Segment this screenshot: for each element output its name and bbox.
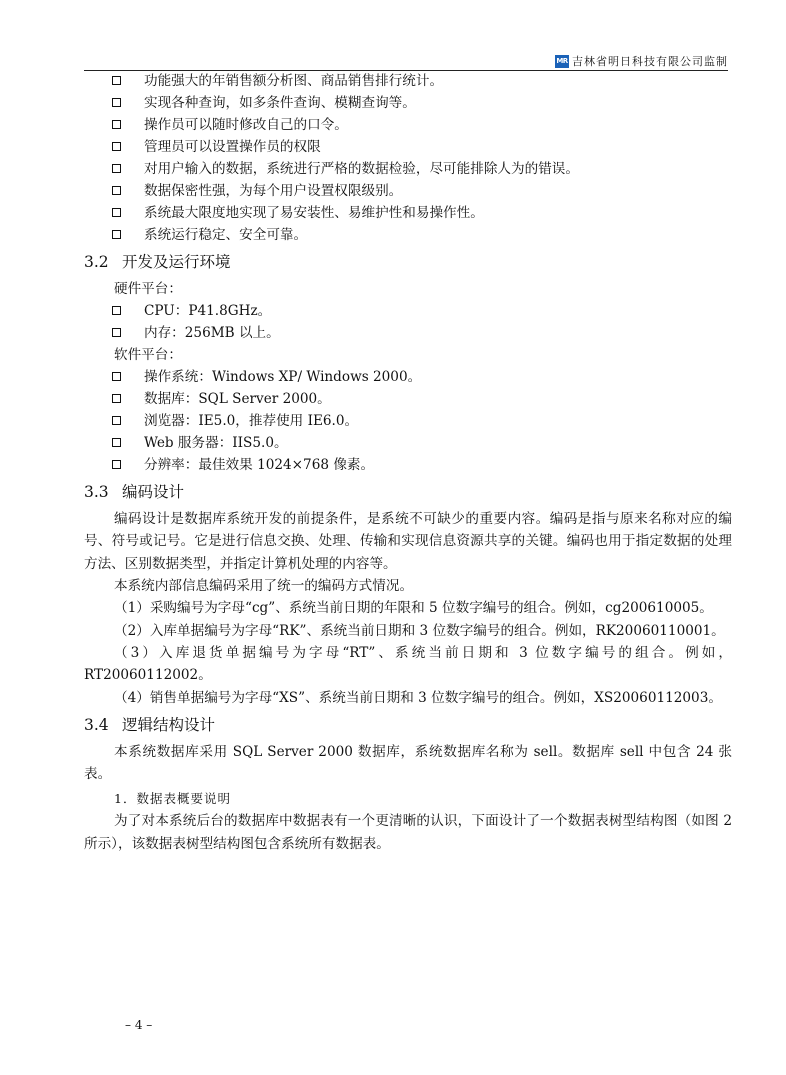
checkbox-bullet-icon	[112, 142, 121, 151]
paragraph: 本系统内部信息编码采用了统一的编码方式情况。	[114, 578, 414, 595]
checkbox-bullet-icon	[112, 164, 121, 173]
list-item: 系统运行稳定、安全可靠。	[84, 224, 732, 246]
paragraph: （3）入库退货单据编号为字母“RT”、系统当前日期和 3 位数字编号的组合。例如，RT20060112002。	[84, 644, 732, 684]
list-item: Web 服务器：IIS5.0。	[84, 432, 732, 454]
paragraph: （4）销售单据编号为字母“XS”、系统当前日期和 3 位数字编号的组合。例如，XS20060112003。	[114, 689, 722, 706]
software-label: 软件平台：	[114, 347, 182, 364]
checkbox-bullet-icon	[112, 76, 121, 85]
checkbox-bullet-icon	[112, 460, 121, 469]
checkbox-bullet-icon	[112, 372, 121, 381]
list-item: 实现各种查询，如多条件查询、模糊查询等。	[84, 92, 732, 114]
list-item: 功能强大的年销售额分析图、商品销售排行统计。	[84, 70, 732, 92]
list-item: CPU：P41.8GHz。	[84, 300, 732, 322]
software-list	[84, 366, 732, 476]
page-header	[84, 50, 728, 71]
list-item: 对用户输入的数据，系统进行严格的数据检验，尽可能排除人为的错误。	[84, 158, 732, 180]
checkbox-bullet-icon	[112, 98, 121, 107]
paragraph: （2）入库单据编号为字母“RK”、系统当前日期和 3 位数字编号的组合。例如，RK20060110001。	[114, 622, 725, 639]
publisher-brand	[555, 53, 728, 69]
section-heading-3-3: 3.3 编码设计	[84, 483, 185, 502]
paragraph: 本系统数据库采用 SQL Server 2000 数据库，系统数据库名称为 sell。数据库 sell 中包含 24 张表。	[84, 743, 732, 783]
checkbox-bullet-icon	[112, 120, 121, 129]
publisher-name: 吉林省明日科技有限公司监制	[572, 55, 728, 68]
list-item: 浏览器：IE5.0，推荐使用 IE6.0。	[84, 410, 732, 432]
checkbox-bullet-icon	[112, 230, 121, 239]
page-number: – 4 –	[125, 1018, 153, 1032]
checkbox-bullet-icon	[112, 328, 121, 337]
page-content	[84, 70, 732, 855]
subsection-heading: 1．数据表概要说明	[114, 791, 231, 807]
section-heading-3-4: 3.4 逻辑结构设计	[84, 715, 216, 734]
section-heading-3-2: 3.2 开发及运行环境	[84, 253, 231, 271]
checkbox-bullet-icon	[112, 186, 121, 195]
hardware-list	[84, 300, 732, 344]
list-item: 操作员可以随时修改自己的口令。	[84, 114, 732, 136]
paragraph: 为了对本系统后台的数据库中数据表有一个更清晰的认识，下面设计了一个数据表树型结构图（如图 2 所示），该数据表树型结构图包含系统所有数据表。	[84, 813, 732, 852]
list-item: 分辨率：最佳效果 1024×768 像素。	[84, 454, 732, 476]
checkbox-bullet-icon	[112, 306, 121, 315]
list-item: 管理员可以设置操作员的权限	[84, 136, 732, 158]
checkbox-bullet-icon	[112, 394, 121, 403]
feature-list	[84, 70, 732, 246]
mr-logo-icon: MR	[555, 55, 569, 68]
checkbox-bullet-icon	[112, 208, 121, 217]
list-item: 内存：256MB 以上。	[84, 322, 732, 344]
list-item: 数据保密性强，为每个用户设置权限级别。	[84, 180, 732, 202]
hardware-label: 硬件平台：	[114, 281, 182, 297]
list-item: 数据库：SQL Server 2000。	[84, 388, 732, 410]
checkbox-bullet-icon	[112, 416, 121, 425]
paragraph: 编码设计是数据库系统开发的前提条件，是系统不可缺少的重要内容。编码是指与原来名称对应的编号、符号或记号。它是进行信息交换、处理、传输和实现信息资源共享的关键。编码也用于指定数据的处理方法、区别数据类型，并指定计算机处理的内容等。	[84, 511, 732, 572]
list-item: 操作系统：Windows XP/ Windows 2000。	[84, 366, 732, 388]
checkbox-bullet-icon	[112, 438, 121, 447]
list-item: 系统最大限度地实现了易安装性、易维护性和易操作性。	[84, 202, 732, 224]
paragraph: （1）采购编号为字母“cg”、系统当前日期的年限和 5 位数字编号的组合。例如，cg200610005。	[114, 600, 713, 617]
